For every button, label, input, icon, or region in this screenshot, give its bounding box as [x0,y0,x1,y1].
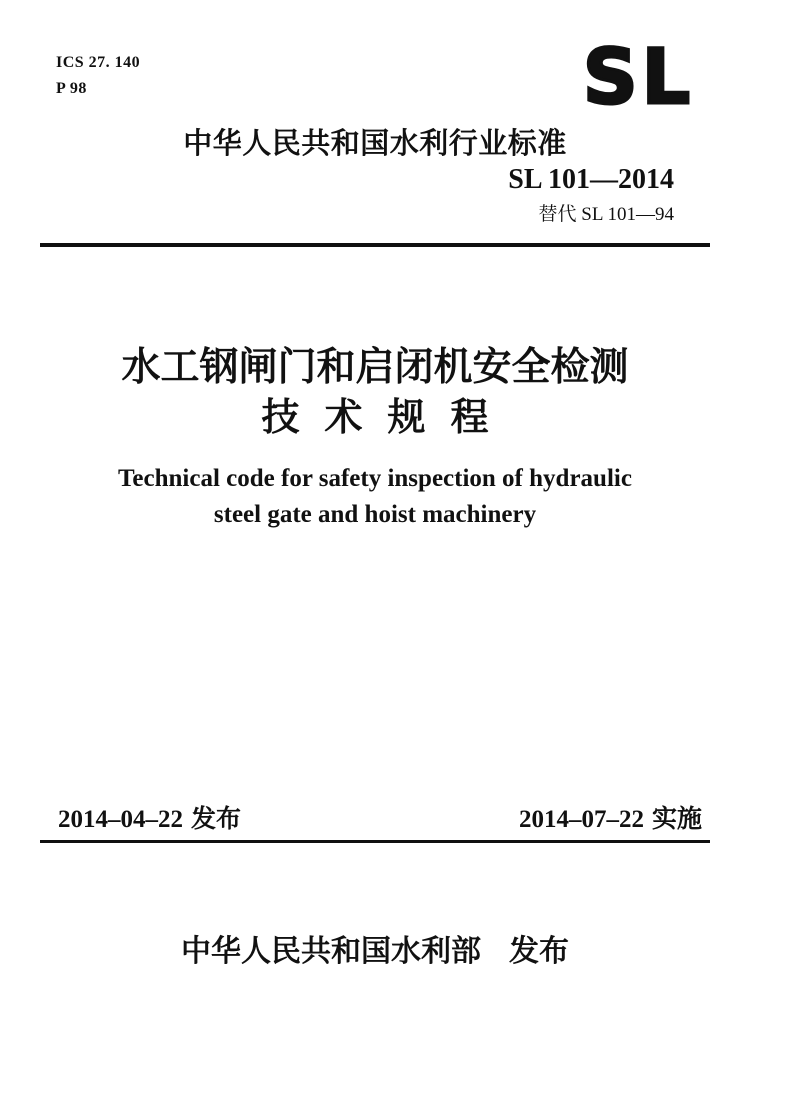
ics-code: ICS 27. 140 [56,54,141,71]
issue-date-group [58,799,241,835]
standard-category-heading: 中华人民共和国水利行业标准 [183,128,567,160]
sl-logo: SL [582,32,694,121]
title-cn-line2-text: 技术规程 [261,397,514,439]
title-cn-line1: 水工钢闸门和启闭机安全检测 [121,346,629,389]
publisher-line [40,926,710,970]
issue-label: 发布 [191,805,242,833]
top-divider-rule [40,243,710,247]
standard-number: SL 101—2014 [508,164,674,195]
dates-row [40,799,710,835]
implementation-label: 实施 [651,805,702,833]
issue-date: 2014–04–22 [58,806,183,833]
title-en-line2: steel gate and hoist machinery [213,501,537,528]
supersedes-note: 替代 SL 101—94 [538,204,674,225]
title-cn-line2 [40,396,710,440]
publisher-label: 发布 [509,935,569,968]
implementation-date: 2014–07–22 [518,806,644,833]
publisher-name: 中华人民共和国水利部 [181,935,481,968]
title-en [40,461,710,533]
ics-classification-block [56,50,140,102]
classification-code: P 98 [56,80,87,97]
implementation-date-group [519,799,702,835]
bottom-divider-rule [40,840,710,843]
title-en-line1: Technical code for safety inspection of hydraulic [118,465,632,492]
